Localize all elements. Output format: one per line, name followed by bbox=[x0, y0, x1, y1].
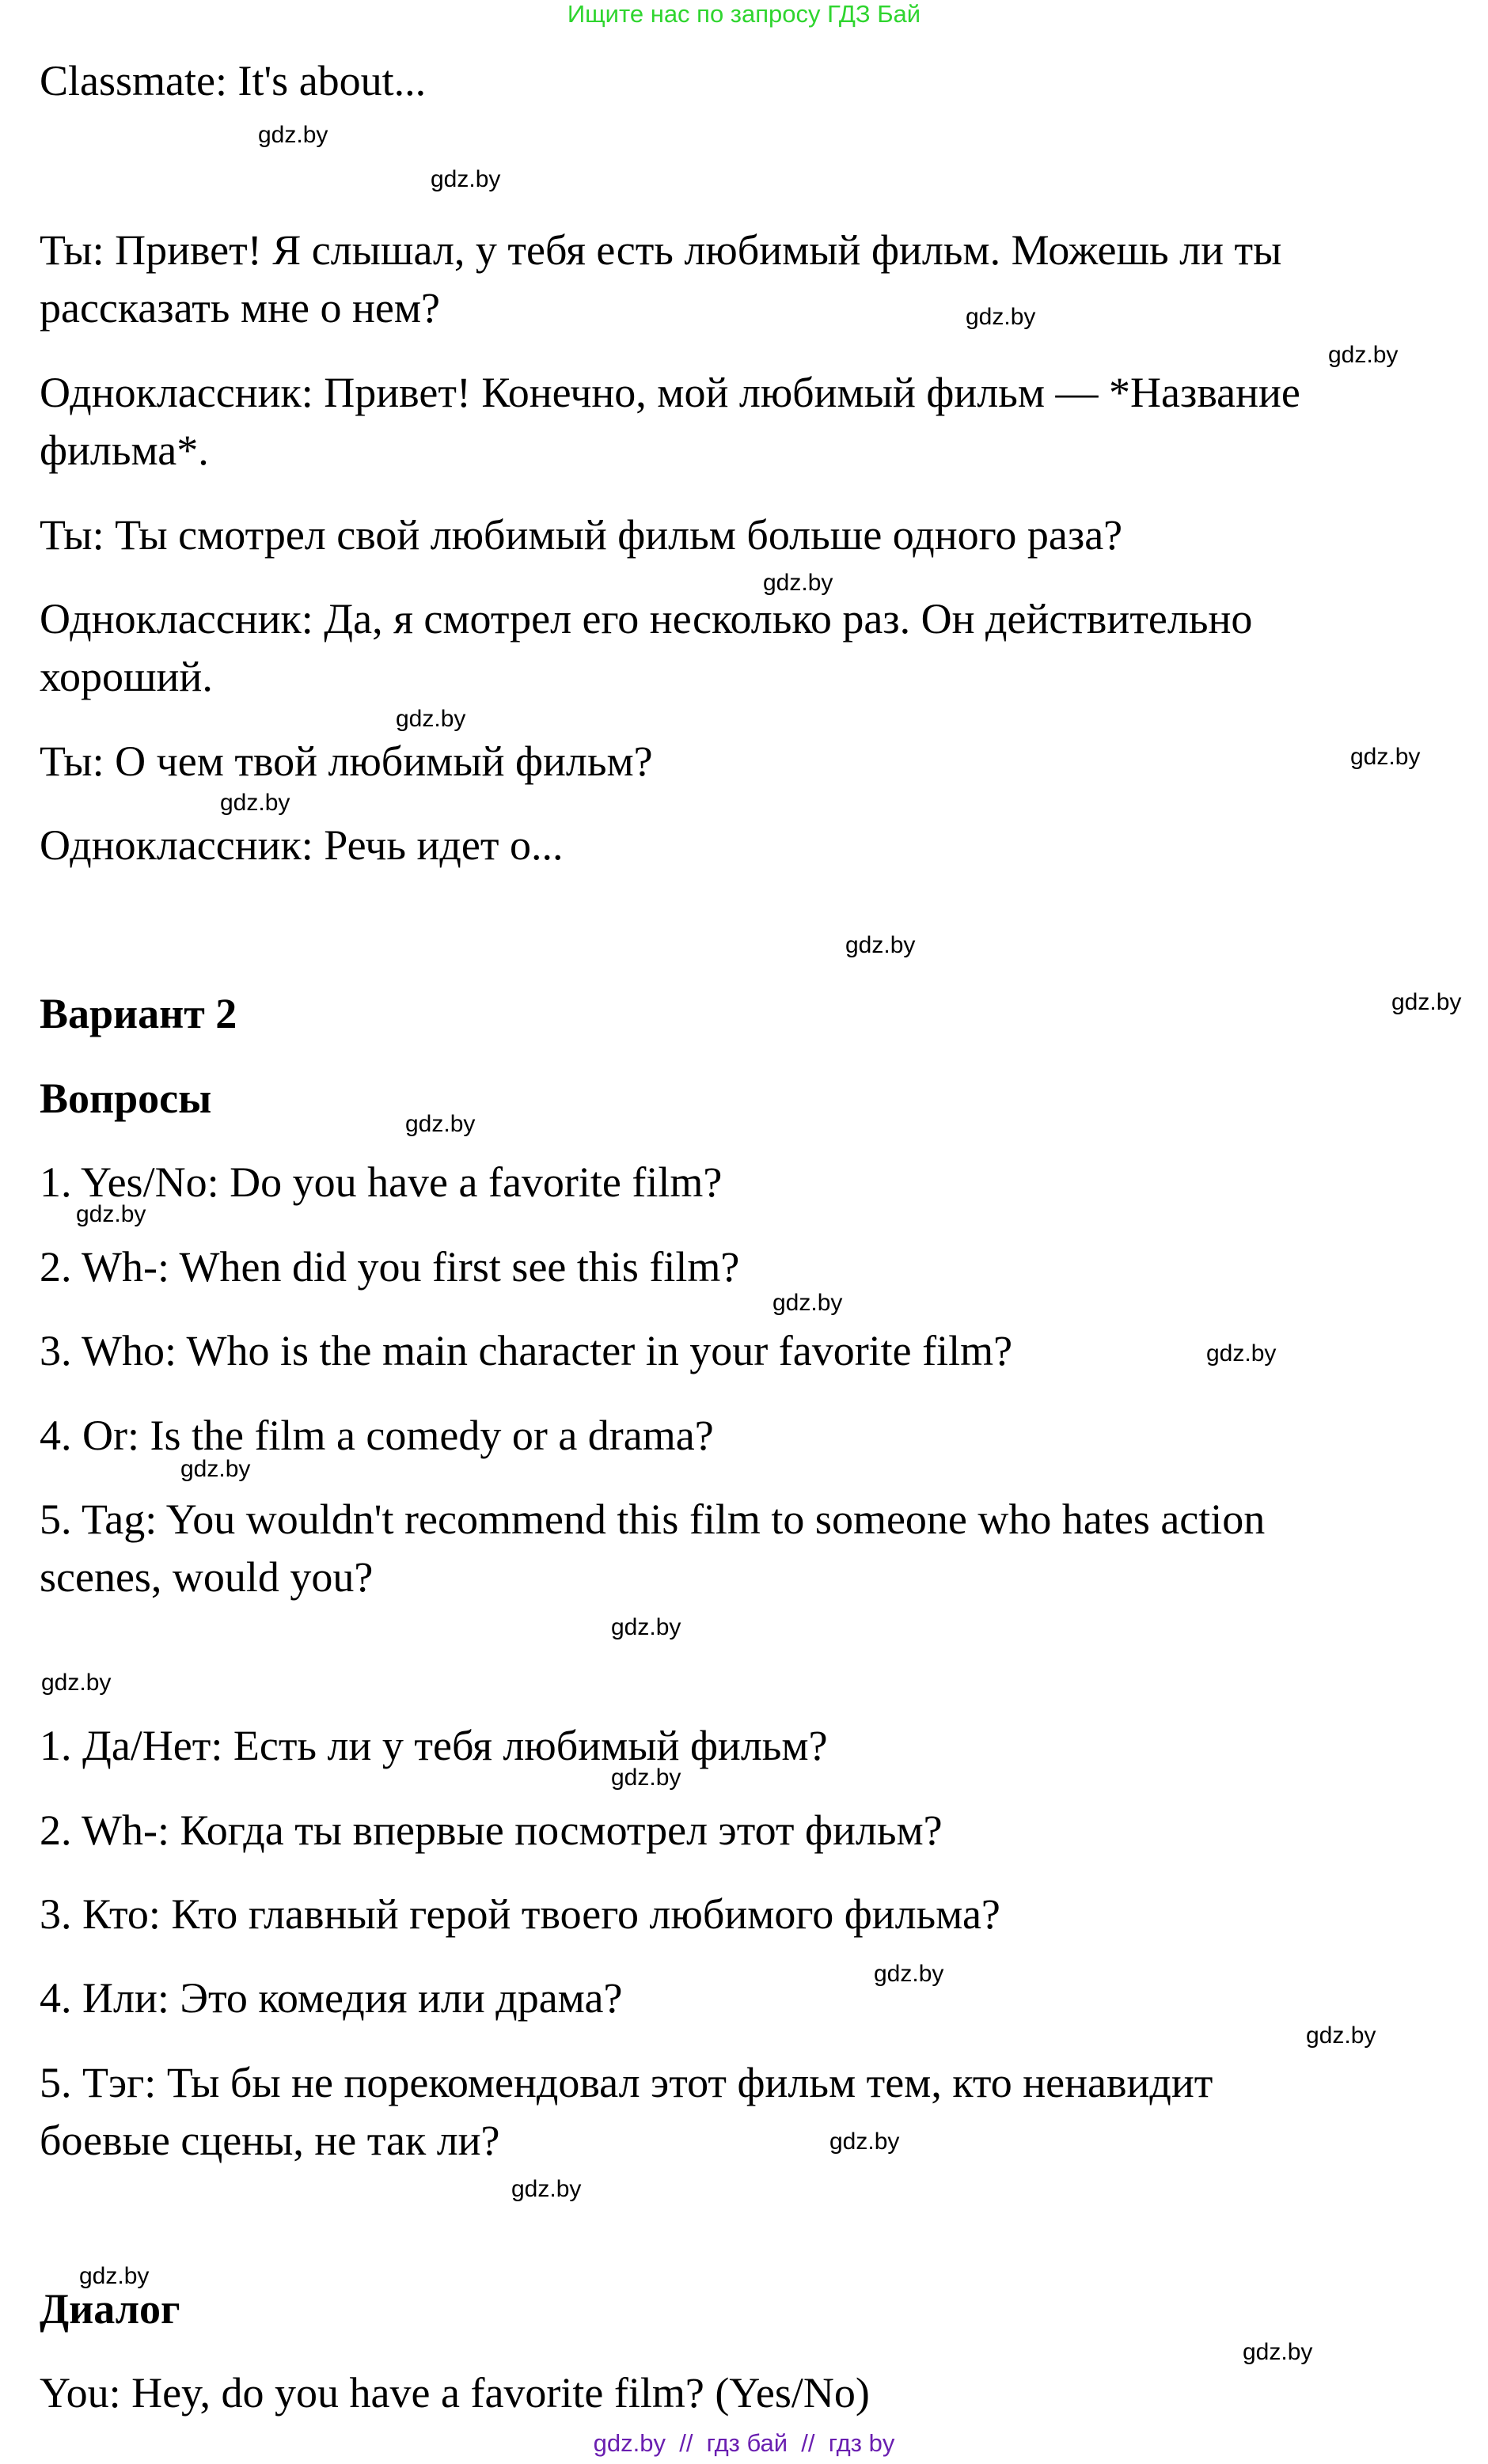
question-en-4: 4. Or: Is the film a comedy or a drama? bbox=[40, 1412, 714, 1459]
watermark: gdz.by bbox=[180, 1456, 251, 1482]
dialog-line-you-hello: Ты: Привет! Я слышал, у тебя есть любимый фильм. Можешь ли ты bbox=[40, 226, 1282, 274]
watermark: gdz.by bbox=[76, 1201, 146, 1227]
watermark: gdz.by bbox=[966, 304, 1036, 330]
watermark: gdz.by bbox=[874, 1961, 944, 1987]
question-ru-3: 3. Кто: Кто главный герой твоего любимого фильма? bbox=[40, 1890, 1000, 1938]
question-en-5: 5. Tag: You wouldn't recommend this film to someone who hates action bbox=[40, 1495, 1266, 1543]
watermark: gdz.by bbox=[611, 1614, 681, 1640]
watermark: gdz.by bbox=[763, 570, 833, 596]
watermark: gdz.by bbox=[41, 1670, 112, 1696]
question-ru-5: 5. Тэг: Ты бы не порекомендовал этот фильм тем, кто ненавидит bbox=[40, 2059, 1213, 2106]
question-ru-1: 1. Да/Нет: Есть ли у тебя любимый фильм? bbox=[40, 1722, 828, 1769]
watermark: gdz.by bbox=[220, 790, 290, 816]
question-en-1: 1. Yes/No: Do you have a favorite film? bbox=[40, 1158, 723, 1206]
questions-heading: Вопросы bbox=[40, 1075, 212, 1122]
watermark: gdz.by bbox=[511, 2176, 582, 2202]
watermark: gdz.by bbox=[1350, 744, 1421, 770]
variant-heading: Вариант 2 bbox=[40, 990, 237, 1037]
watermark: gdz.by bbox=[1306, 2022, 1376, 2049]
dialog-line-classmate-speech: Одноклассник: Речь идет о... bbox=[40, 821, 564, 869]
question-en-5-cont: scenes, would you? bbox=[40, 1553, 374, 1601]
question-ru-2: 2. Wh-: Когда ты впервые посмотрел этот фильм? bbox=[40, 1806, 943, 1854]
watermark: gdz.by bbox=[1391, 989, 1462, 1015]
watermark: gdz.by bbox=[1243, 2339, 1313, 2365]
watermark: gdz.by bbox=[431, 166, 501, 192]
dialog-line-classmate-hello: Одноклассник: Привет! Конечно, мой любимый фильм — *Название bbox=[40, 369, 1300, 416]
question-en-3: 3. Who: Who is the main character in your favorite film? bbox=[40, 1327, 1013, 1374]
dialog-line-classmate-about: Classmate: It's about... bbox=[40, 57, 427, 104]
footer-links: gdz.by // гдз бай // гдз by bbox=[593, 2429, 895, 2457]
watermark: gdz.by bbox=[1206, 1340, 1277, 1367]
watermark: gdz.by bbox=[845, 932, 916, 958]
question-en-2: 2. Wh-: When did you first see this film? bbox=[40, 1243, 740, 1291]
dialog-line-classmate-yes-cont: хороший. bbox=[40, 653, 213, 700]
dialog-heading: Диалог bbox=[40, 2285, 180, 2333]
watermark: gdz.by bbox=[405, 1111, 476, 1137]
top-banner: Ищите нас по запросу ГДЗ Бай bbox=[567, 0, 921, 28]
dialog-line-you-hey: You: Hey, do you have a favorite film? (Yes/No) bbox=[40, 2369, 870, 2417]
watermark: gdz.by bbox=[1328, 342, 1399, 368]
dialog-line-classmate-yes: Одноклассник: Да, я смотрел его несколько раз. Он действительно bbox=[40, 595, 1253, 643]
dialog-line-you-hello-cont: рассказать мне о нем? bbox=[40, 284, 440, 332]
dialog-line-classmate-hello-cont: фильма*. bbox=[40, 426, 209, 474]
dialog-line-you-watched: Ты: Ты смотрел свой любимый фильм больше одного раза? bbox=[40, 511, 1123, 559]
watermark: gdz.by bbox=[772, 1290, 843, 1316]
watermark: gdz.by bbox=[258, 122, 328, 148]
watermark: gdz.by bbox=[611, 1765, 681, 1791]
dialog-line-you-about: Ты: О чем твой любимый фильм? bbox=[40, 737, 653, 785]
watermark: gdz.by bbox=[396, 706, 466, 732]
question-ru-5-cont: боевые сцены, не так ли? bbox=[40, 2117, 500, 2164]
watermark: gdz.by bbox=[829, 2129, 900, 2155]
watermark: gdz.by bbox=[79, 2263, 150, 2289]
question-ru-4: 4. Или: Это комедия или драма? bbox=[40, 1974, 623, 2022]
